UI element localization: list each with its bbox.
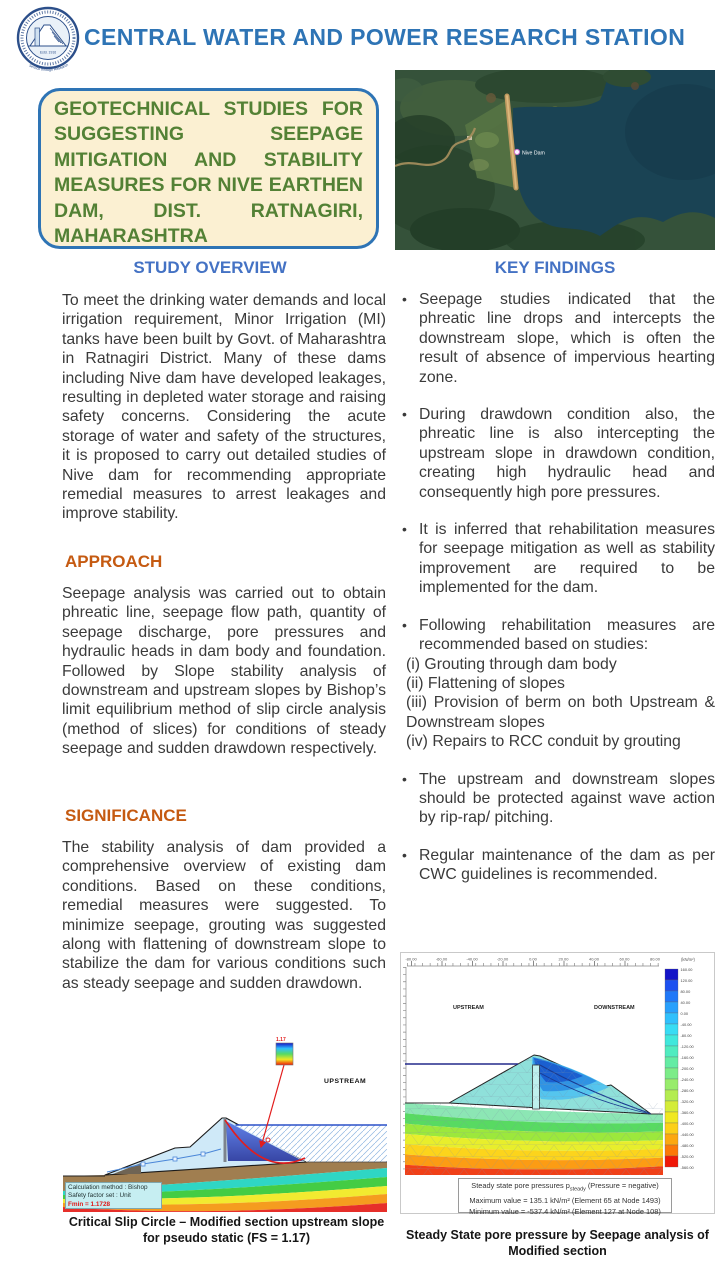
core-wall [224, 1119, 227, 1162]
note-title [459, 1180, 671, 1195]
svg-text:-40.00: -40.00 [680, 1021, 692, 1027]
bullet-marker: • [402, 616, 407, 633]
svg-text:0.00: 0.00 [529, 956, 537, 962]
heading-significance: SIGNIFICANCE [65, 806, 187, 825]
significance-paragraph: The stability analysis of dam provided a comprehensive overview of existing dam conditions. Based on these conditions, remedial measures were suggested. To minimize seepage, grouting was suggested along with flattening of downstream slope to stabilize the dam for various conditions such as steady seepage and sudden drawdown. [62, 839, 386, 992]
finding-text: Following rehabilitation measures are recommended based on studies: [419, 616, 715, 654]
svg-text:-20.00: -20.00 [496, 956, 509, 962]
clearing-patch [475, 132, 499, 148]
finding-item [397, 770, 715, 828]
cwprs-logo [15, 5, 81, 79]
svg-text:-80.00: -80.00 [680, 1032, 692, 1038]
svg-text:-160.00: -160.00 [680, 1054, 694, 1060]
figure-pore-pressure [400, 952, 715, 1217]
finding-item [397, 846, 715, 885]
figure1-caption: Critical Slip Circle – Modified section upstream slope for pseudo static (FS = 1.17) [68, 1215, 385, 1245]
fs-legend-colorbar [276, 1043, 293, 1065]
svg-text:20.00: 20.00 [558, 956, 569, 962]
downstream-label: DOWNSTREAM [594, 1005, 635, 1011]
pressure-unit-label: (kN/m²) [681, 957, 695, 962]
finding-subitem: (ii) Flattening of slopes [406, 674, 565, 692]
svg-text:160.00: 160.00 [680, 966, 693, 972]
note-min-value: Minimum value = -537.4 kN/m² (Element 127 at Node 108) [469, 1207, 661, 1217]
note-title-suffix: (Pressure = negative) [585, 1181, 659, 1190]
pore-pressure-plot [401, 953, 714, 1213]
svg-text:-520.00: -520.00 [680, 1153, 694, 1159]
finding-text: The upstream and downstream slopes should be protected against wave action by rip-rap/ pitching. [419, 770, 715, 827]
finding-text: Regular maintenance of the dam as per CWC guidelines is recommended. [419, 846, 715, 884]
bullet-marker: • [402, 291, 407, 307]
heading-approach: APPROACH [65, 552, 163, 571]
svg-text:-240.00: -240.00 [680, 1076, 694, 1082]
svg-text:-200.00: -200.00 [680, 1065, 694, 1071]
fmin-line: Fmin = 1.1728 [68, 1200, 111, 1208]
pore-pressure-note-box [458, 1178, 672, 1217]
clearing-patch [469, 159, 489, 171]
svg-text:-60.00: -60.00 [435, 956, 448, 962]
svg-text:40.00: 40.00 [680, 999, 691, 1005]
study-overview-paragraph: To meet the drinking water demands and local irrigation requirement, Minor Irrigation (MI) tanks have been built by Govt. of Maharashtra in Ratnagiri District. Many of these dams including Nive dam have developed leakages, resulting in depleted water storage and raising safety concerns. Considering the acute storage of water and safety of the structures, it is proposed to carry out detailed studies of Nive dam for recommending appropriate remedial measures to arrest leakages and improve stability. [62, 292, 386, 523]
approach-paragraph: Seepage analysis was carried out to obtain phreatic line, seepage flow path, quantity of seepage discharge, pore pressures and hydraulic heads in dam body and foundation. Followed by Slope stability analysis of downstream and upstream slopes by Bishop’s limit equilibrium method of slip circle analysis (method of slices) for conditions of steady seepage and sudden drawdown respectively. [62, 585, 386, 758]
finding-item [397, 616, 715, 752]
finding-text: It is inferred that rehabilitation measures for seepage mitigation as well as stability improvement are required to be implemented for the dam. [419, 521, 715, 597]
heading-study-overview: STUDY OVERVIEW [133, 258, 287, 277]
map-marker-dot [514, 149, 519, 154]
svg-text:-560.00: -560.00 [680, 1164, 694, 1170]
svg-text:-480.00: -480.00 [680, 1142, 694, 1148]
figure2-caption: Steady State pore pressure by Seepage analysis of Modified section [406, 1228, 709, 1258]
upstream-label: UPSTREAM [324, 1078, 367, 1085]
bullet-marker: • [402, 770, 407, 787]
logo-estd-text: Estd. 1916 [39, 50, 57, 55]
svg-text:-440.00: -440.00 [680, 1131, 694, 1137]
project-title-text: GEOTECHNICAL STUDIES FOR SUGGESTING SEEPAGE MITIGATION AND STABILITY MEASURES FOR NIVE EARTHEN DAM, DIST. RATNAGIRI, MAHARASHTRA [54, 98, 363, 248]
svg-text:-120.00: -120.00 [680, 1043, 694, 1049]
upstream-label: UPSTREAM [453, 1005, 484, 1011]
finding-text: During drawdown condition also, the phreatic line is also intercepting the upstream slope in drawdown condition, creating high hydraulic head and consequently high pore pressures. [419, 406, 715, 501]
finding-item [397, 520, 715, 598]
safety-factor-line: Safety factor set : Unit [68, 1192, 131, 1200]
satellite-image [395, 70, 715, 250]
key-findings-list [397, 290, 715, 903]
svg-text:0.00: 0.00 [680, 1010, 689, 1016]
svg-text:-400.00: -400.00 [680, 1120, 694, 1126]
finding-subitem: (iv) Repairs to RCC conduit by grouting [406, 733, 681, 751]
svg-text:-40.00: -40.00 [466, 956, 478, 962]
finding-item [397, 290, 715, 387]
tree-spot [631, 82, 639, 90]
fs-legend-value: 1.17 [276, 1037, 286, 1043]
svg-text:-80.00: -80.00 [405, 956, 417, 962]
svg-text:60.00: 60.00 [619, 956, 630, 962]
dam-map-label: Nive Dam [522, 150, 545, 157]
calc-method-line: Calculation method : Bishop [68, 1184, 148, 1191]
svg-text:80.00: 80.00 [680, 988, 691, 994]
bullet-marker: • [402, 521, 407, 538]
note-title-sub: steady [569, 1186, 586, 1193]
note-max-value: Maximum value = 135.1 kN/m² (Element 65 at Node 1493) [469, 1196, 661, 1206]
heading-key-findings: KEY FINDINGS [494, 258, 616, 277]
calculation-info-box [65, 1182, 162, 1209]
project-title-box [38, 88, 379, 249]
logo-motto-text: Service through Research [28, 62, 69, 73]
x-axis-labels [405, 957, 660, 962]
finding-item [397, 405, 715, 502]
svg-text:80.00: 80.00 [649, 956, 661, 962]
figure-slip-circle [63, 1035, 390, 1212]
svg-text:-280.00: -280.00 [680, 1087, 694, 1093]
finding-text: Seepage studies indicated that the phreatic line drops and intercepts the downstream slope, which is often the result of absence of impervious hearting zone. [419, 291, 715, 386]
bullet-marker: • [402, 846, 407, 863]
finding-subitem: (iii) Provision of berm on both Upstream & Downstream slopes [406, 694, 715, 731]
finding-subitem: (i) Grouting through dam body [406, 655, 617, 673]
svg-text:-320.00: -320.00 [680, 1098, 694, 1104]
bullet-marker: • [402, 406, 407, 423]
note-title-prefix: Steady state pore pressures p [471, 1181, 570, 1190]
svg-text:-360.00: -360.00 [680, 1109, 694, 1115]
pressure-colorbar [665, 969, 678, 1167]
page-title: CENTRAL WATER AND POWER RESEARCH STATION [84, 24, 686, 50]
svg-text:40.00: 40.00 [588, 956, 600, 962]
svg-text:120.00: 120.00 [680, 977, 693, 983]
